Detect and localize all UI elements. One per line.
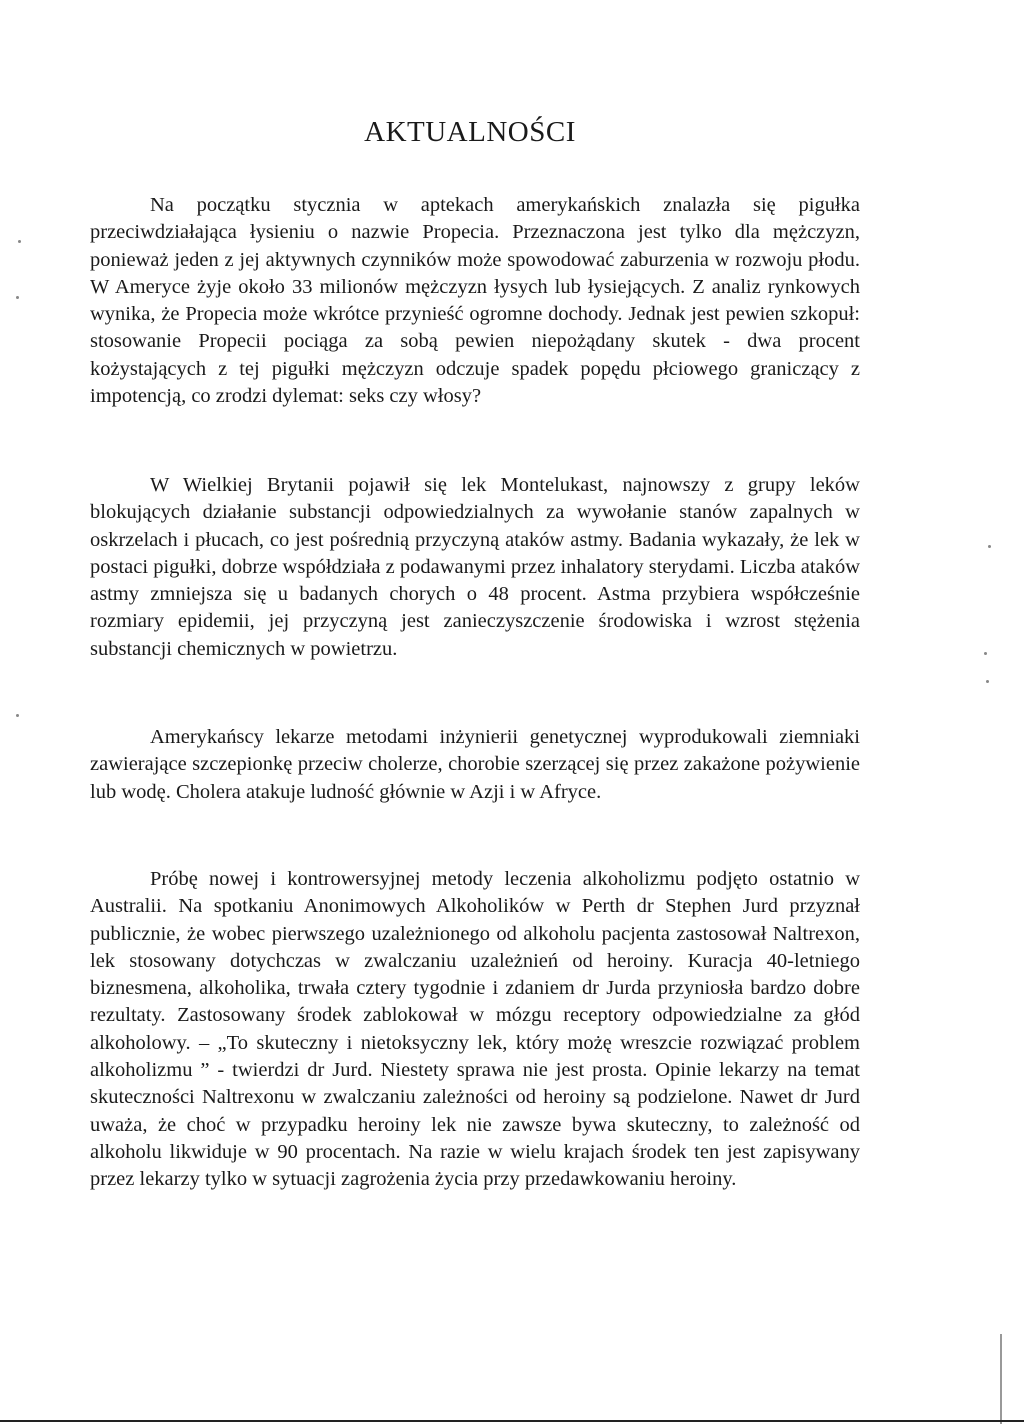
paragraph-text: Amerykańscy lekarze metodami inżynierii genetycznej wyprodukowali ziemniaki zawierające szczepionkę przeciw cholerze, chorobie szerzącej się przez zakażone pożywienie lub wodę. Cholera atakuje ludność głównie w Azji i w Afryce. — [90, 726, 860, 803]
article-paragraph-2 — [90, 472, 860, 663]
paragraph-text: W Wielkiej Brytanii pojawił się lek Montelukast, najnowszy z grupy leków blokujących działanie substancji odpowiedzialnych za wywołanie stanów zapalnych w oskrzelach i płucach, co jest pośrednią przyczyną ataków astmy. Badania wykazały, że lek w postaci pigułki, dobrze współdziała z podawanymi przez inhalatory sterydami. Liczba ataków astmy zmniejsza się u badanych chorych o 48 procent. Astma przybiera współcześnie rozmiary epidemii, jej przyczyną jest zanieczyszczenie środowiska i wzrost stężenia substancji chemicznych w powietrzu. — [90, 474, 860, 660]
scan-speck — [986, 680, 989, 683]
paragraph-text: Próbę nowej i kontrowersyjnej metody leczenia alkoholizmu podjęto ostatnio w Australii. Na spotkaniu Anonimowych Alkoholików w Perth dr Stephen Jurd przyznał publicznie, że wobec pierwszego uzależnionego od alkoholu pacjenta zastosował Naltrexon, lek stosowany dotychczas w zwalczaniu uzależnień od heroiny. Kuracja 40-letniego biznesmena, alkoholika, trwała cztery tygodnie i zdaniem dr Jurda przyniosła bardzo dobre rezultaty. Zastosowany środek zablokował w mózgu receptory odpowiedzialne za głód alkoholowy. – „To skuteczny i nietoksyczny lek, który możę wreszcie rozwiązać problem alkoholizmu ” - twierdzi dr Jurd. Niestety sprawa nie jest prosta. Opinie lekarzy na temat skuteczności Naltrexonu w zwalczaniu zależności od heroiny są podzielone. Nawet dr Jurd uważa, że choć w przypadku heroiny lek nie zawsze bywa skuteczny, to zależność od alkoholu likwiduje w 90 procentach. Na razie w wielu krajach środek ten jest zapisywany przez lekarzy tylko w sytuacji zagrożenia życia przy przedawkowaniu heroiny. — [90, 868, 860, 1191]
article-paragraph-4 — [90, 866, 860, 1194]
scan-speck — [984, 652, 987, 655]
scan-speck — [16, 296, 19, 299]
scan-speck — [16, 714, 19, 717]
scan-speck — [988, 545, 991, 548]
page-title: AKTUALNOŚCI — [364, 116, 576, 148]
scan-bottom-edge — [0, 1420, 1024, 1422]
scan-edge-mark — [1000, 1334, 1002, 1424]
paragraph-text: Na początku stycznia w aptekach amerykańskich znalazła się pigułka przeciwdziałająca łysieniu o nazwie Propecia. Przeznaczona jest tylko dla mężczyzn, ponieważ jeden z jej aktywnych czynników może spowodować zaburzenia w rozwoju płodu. W Ameryce żyje około 33 milionów mężczyzn łysych lub łysiejących. Z analiz rynkowych wynika, że Propecia może wkrótce przynieść ogromne dochody. Jednak jest pewien szkopuł: stosowanie Propecii pociąga za sobą pewien niepożądany skutek - dwa procent kożystających z tej pigułki mężczyzn odczuje spadek popędu płciowego graniczący z impotencją, co zrodzi dylemat: seks czy włosy? — [90, 194, 860, 408]
scan-speck — [18, 240, 21, 243]
article-paragraph-3 — [90, 724, 860, 806]
article-paragraph-1 — [90, 192, 860, 410]
